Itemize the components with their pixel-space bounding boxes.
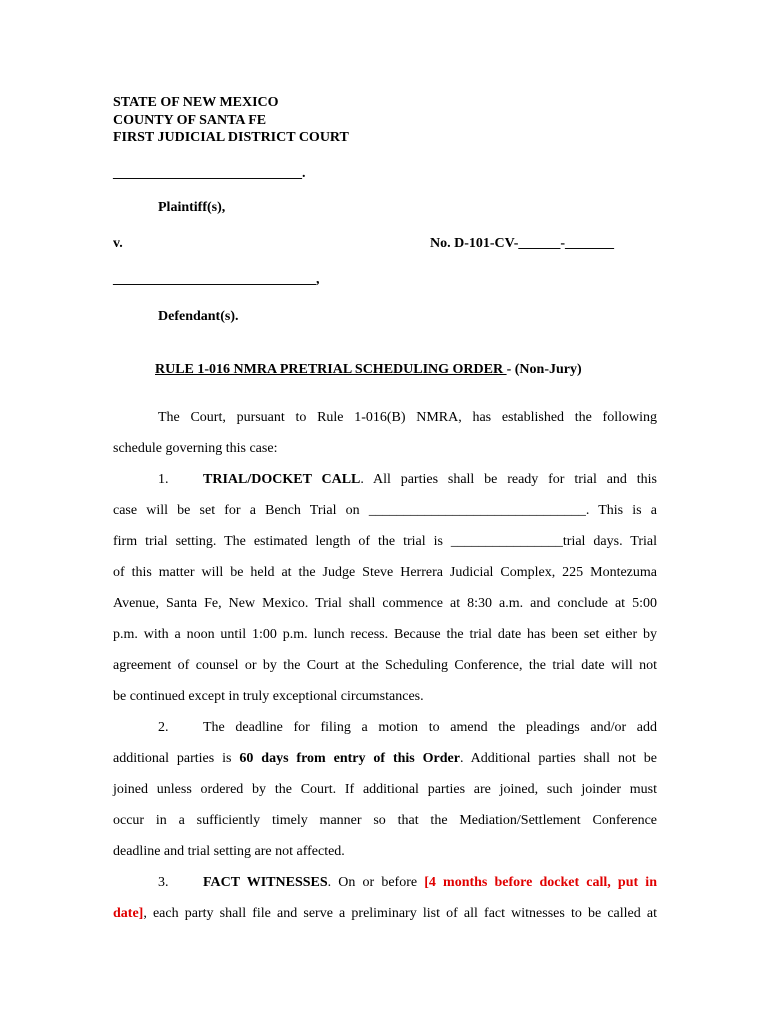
para2-number: 2. [158, 720, 169, 735]
para2-line-5: deadline and trial setting are not affected. [113, 844, 345, 859]
para1-heading: TRIAL/DOCKET CALL [203, 472, 361, 487]
court-header [113, 94, 349, 147]
para2-deadline: 60 days from entry of this Order [239, 751, 460, 766]
para3-date-placeholder-end: date] [113, 906, 144, 921]
para2-line-3: joined unless ordered by the Court. If additional parties are joined, such joinder must [113, 782, 657, 797]
para3-number: 3. [158, 875, 169, 890]
county-line: COUNTY OF SANTA FE [113, 112, 267, 128]
intro-line-2: schedule governing this case: [113, 441, 278, 456]
para3-heading: FACT WITNESSES [203, 875, 328, 890]
state-line: STATE OF NEW MEXICO [113, 95, 279, 110]
para1-line-1 [203, 470, 657, 490]
para1-line-5: Avenue, Santa Fe, New Mexico. Trial shall commence at 8:30 a.m. and conclude at 5:00 [113, 596, 657, 611]
para3-line-2 [113, 904, 657, 924]
para1-line-4: of this matter will be held at the Judge Steve Herrera Judicial Complex, 225 Montezuma [113, 565, 657, 580]
para2-line-2-pre: additional parties is [113, 751, 240, 766]
para1-line-2: case will be set for a Bench Trial on _______________________________. This is a [113, 503, 657, 518]
para1-line-7: agreement of counsel or by the Court at the Scheduling Conference, the trial date will not [113, 658, 657, 673]
para1-line-3: firm trial setting. The estimated length of the trial is ________________trial days. Trial [113, 534, 657, 549]
plaintiff-name-blank: ___________________________. [113, 166, 306, 181]
defendant-name-blank: _____________________________, [113, 272, 320, 287]
para1-line-6: p.m. with a noon until 1:00 p.m. lunch recess. Because the trial date has been set either by [113, 627, 657, 642]
para2-line-2 [113, 749, 657, 769]
para3-date-placeholder: [4 months before docket call, put in [424, 875, 657, 890]
para1-number: 1. [158, 472, 169, 487]
case-number: No. D-101-CV-______-_______ [430, 236, 615, 251]
para3-line-1-mid: . On or before [327, 875, 425, 890]
plaintiff-label: Plaintiff(s), [158, 200, 226, 215]
para2-line-1: The deadline for filing a motion to amend the pleadings and/or add [203, 720, 657, 735]
court-line: FIRST JUDICIAL DISTRICT COURT [113, 130, 349, 145]
para1-line-8: be continued except in truly exceptional circumstances. [113, 689, 424, 704]
order-title-main: RULE 1-016 NMRA PRETRIAL SCHEDULING ORDER [155, 362, 507, 377]
defendant-label: Defendant(s). [158, 309, 239, 324]
para3-line-2-post: , each party shall file and serve a preliminary list of all fact witnesses to be called at [143, 906, 657, 921]
para3-line-1 [203, 873, 657, 893]
order-title [155, 362, 582, 378]
versus-label: v. [113, 236, 123, 251]
intro-line-1: The Court, pursuant to Rule 1-016(B) NMRA, has established the following [158, 410, 657, 425]
para2-line-4: occur in a sufficiently timely manner so that the Mediation/Settlement Conference [113, 813, 657, 828]
para1-line-1-rest: . All parties shall be ready for trial and this [360, 472, 657, 487]
order-title-suffix: - (Non-Jury) [506, 362, 582, 377]
para2-line-2-post: . Additional parties shall not be [459, 751, 657, 766]
